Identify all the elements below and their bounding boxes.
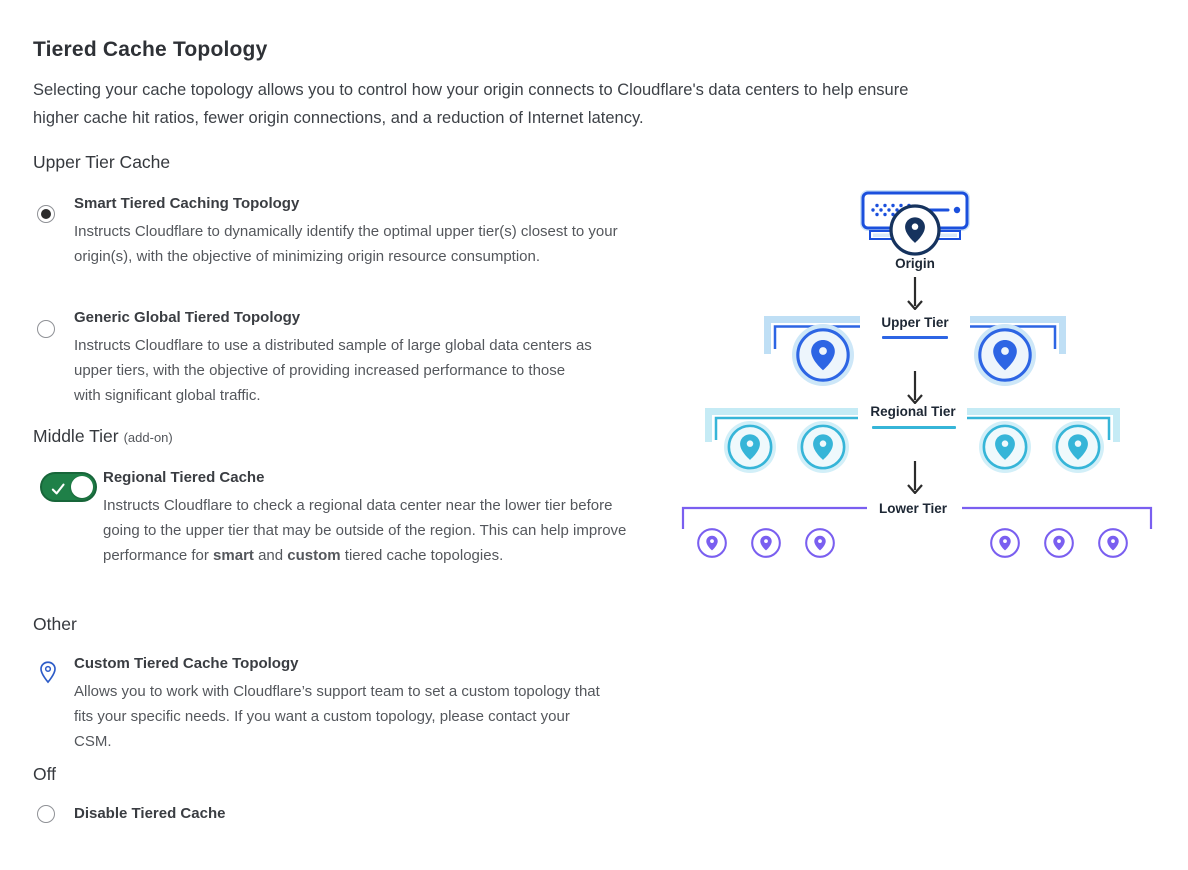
option-title: Custom Tiered Cache Topology [74,655,299,672]
section-heading-text: Middle Tier [33,426,119,446]
regional-tier-pins-left [724,421,849,473]
regional-tiered-cache-toggle[interactable] [40,472,97,502]
lower-tier-pins-left [697,528,835,558]
diagram-label-lower-tier: Lower Tier [878,501,948,516]
location-pin-icon [1098,528,1128,558]
upper-tier-underline [882,336,948,339]
lower-tier-bracket-left [681,506,867,530]
diagram-label-regional-tier: Regional Tier [870,404,956,419]
section-heading-middle-tier [33,426,173,447]
regional-tier-pins-right [979,421,1104,473]
section-heading-upper-tier-cache: Upper Tier Cache [33,152,171,172]
page-title: Tiered Cache Topology [33,38,268,61]
location-pin-icon [1052,421,1104,473]
lower-tier-pins-right [990,528,1128,558]
diagram-label-upper-tier: Upper Tier [881,315,949,330]
option-smart-tiered [33,194,653,269]
regional-tier-underline [872,426,956,429]
option-regional-tiered [33,468,673,568]
option-description: Instructs Cloudflare to dynamically identify the optimal upper tier(s) closest to your origin(s), with the objective of minimizing origin resource consumption. [74,223,618,265]
location-pin-icon [979,421,1031,473]
radio-cell [33,194,74,228]
location-pin-icon [797,421,849,473]
option-generic-global [33,308,653,408]
option-custom-tiered [33,654,653,754]
diagram-label-origin: Origin [895,256,935,271]
toggle-cell [33,468,103,502]
option-title: Smart Tiered Caching Topology [74,195,300,212]
location-pin-icon [724,421,776,473]
icon-cell [33,654,74,690]
arrow-down-icon [907,460,923,494]
page-description: Selecting your cache topology allows you to control how your origin connects to Cloudflare's data centers to help ensure higher cache hit ratios, fewer origin connections, and a reduction of Internet latency. [33,81,909,127]
radio-disable-tiered[interactable] [37,805,55,823]
option-description: Allows you to work with Cloudflare’s support team to set a custom topology that fits your specific needs. If you want a custom topology, please contact your CSM. [74,683,600,750]
location-pin-icon [1044,528,1074,558]
upper-tier-pins-right [974,324,1036,386]
location-pin-outline-icon [38,660,58,685]
location-pin-icon [805,528,835,558]
addon-badge: (add-on) [123,430,173,445]
option-description: Instructs Cloudflare to check a regional data center near the lower tier before going to the upper tier that may be outside of the region. This can help improve performance for smart and custom tiered cache topologies. [103,497,627,564]
radio-generic-global[interactable] [37,320,55,338]
location-pin-icon [990,528,1020,558]
tiered-cache-topology-diagram [660,180,1170,580]
location-pin-icon [974,324,1036,386]
upper-tier-pins-left [792,324,854,386]
location-pin-icon [697,528,727,558]
location-pin-icon [751,528,781,558]
option-title: Generic Global Tiered Topology [74,309,301,326]
radio-smart-tiered[interactable] [37,205,55,223]
arrow-down-icon [907,276,923,310]
section-heading-other: Other [33,614,77,634]
toggle-knob [71,476,93,498]
option-disable-tiered [33,804,453,828]
option-title: Disable Tiered Cache [74,805,226,822]
origin-pin-icon [889,204,941,256]
location-pin-icon [792,324,854,386]
section-heading-off: Off [33,764,57,784]
radio-cell [33,308,74,343]
option-description: Instructs Cloudflare to use a distributed sample of large global data centers as upper tiers, with the objective of providing increased performance to those with significant global traffic. [74,337,592,404]
lower-tier-bracket-right [962,506,1153,530]
check-icon [51,482,66,496]
arrow-down-icon [907,370,923,404]
option-title: Regional Tiered Cache [103,469,265,486]
radio-cell [33,804,74,828]
